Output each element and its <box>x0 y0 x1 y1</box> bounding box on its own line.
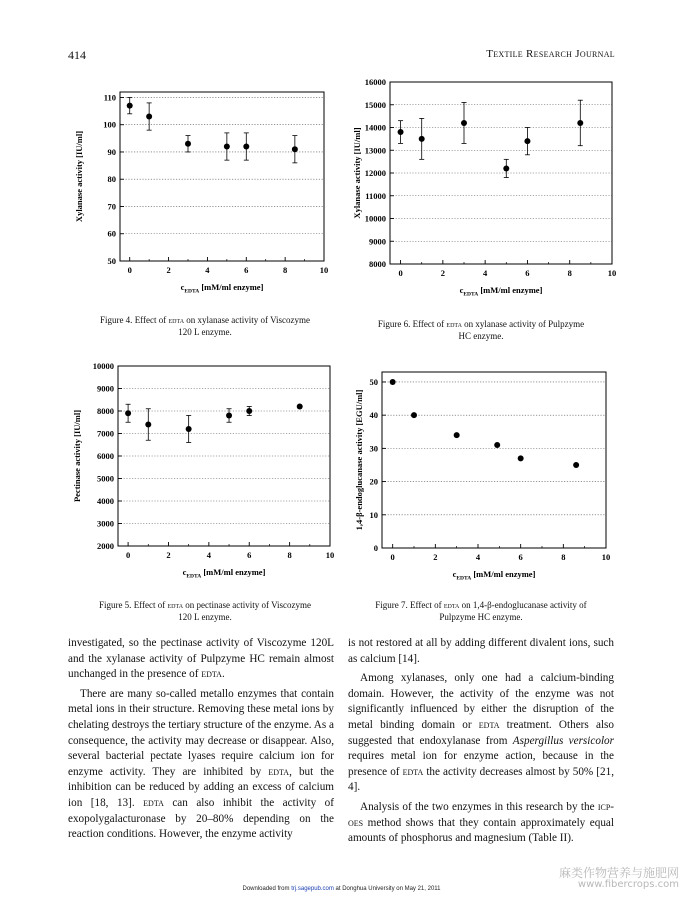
data-point <box>297 404 303 410</box>
figure-4-chart <box>70 80 330 295</box>
data-point <box>186 426 192 432</box>
right-paragraph-2: Among xylanases, only one had a calcium-binding domain. However, the activity of the enzyme was not significantly influenced by either the disruption of the metal binding domain or edta treatment. Others also suggested that endoxylanase from Aspergillus versicolor requires metal ion for enzyme action, because in the presence of edta the activity decreases almost by 50% [21, 4]. <box>348 672 615 794</box>
x-tick-label: 6 <box>244 265 249 275</box>
data-point <box>398 129 404 135</box>
x-axis-label: $c_{EDTA}$ [mM/ml enzyme] <box>459 285 543 298</box>
y-tick-label: 80 <box>107 174 116 185</box>
data-point <box>461 120 467 126</box>
data-point <box>125 410 131 416</box>
y-tick-label: 30 <box>369 443 378 454</box>
download-footer: Downloaded from trj.sagepub.com at Donghua University on May 21, 2011 <box>242 886 441 892</box>
y-tick-label: 4000 <box>97 496 114 506</box>
x-tick-label: 8 <box>283 265 288 275</box>
figure-6-chart <box>348 78 618 298</box>
y-tick-label: 11000 <box>365 190 386 201</box>
x-tick-label: 10 <box>319 265 329 275</box>
left-column-text <box>68 636 334 843</box>
x-tick-label: 4 <box>483 268 488 278</box>
data-point <box>518 455 524 461</box>
x-tick-label: 0 <box>390 552 395 562</box>
right-paragraph-1: is not restored at all by adding different divalent ions, such as calcium [14]. <box>348 637 614 665</box>
x-tick-label: 8 <box>567 268 572 278</box>
y-tick-label: 6000 <box>97 451 114 461</box>
data-point <box>390 379 396 385</box>
data-point <box>577 120 583 126</box>
data-point <box>127 103 133 109</box>
y-tick-label: 10000 <box>364 213 386 224</box>
x-tick-label: 4 <box>475 552 481 562</box>
data-point <box>145 422 151 428</box>
data-point <box>243 144 249 150</box>
left-paragraph-1: investigated, so the pectinase activity of Viscozyme 120L and the xylanase activity of Pulpzyme HC remain almost unchanged in the presence of edta. <box>68 637 334 681</box>
y-tick-label: 8000 <box>97 406 114 416</box>
y-tick-label: 9000 <box>369 236 386 247</box>
y-tick-label: 9000 <box>97 383 114 394</box>
y-tick-label: 60 <box>107 228 116 239</box>
x-tick-label: 10 <box>325 550 335 560</box>
x-tick-label: 6 <box>247 550 252 560</box>
x-tick-label: 6 <box>518 552 523 562</box>
y-tick-label: 40 <box>369 410 378 421</box>
chart-svg <box>348 78 618 298</box>
y-tick-label: 7000 <box>97 428 114 439</box>
x-tick-label: 8 <box>287 550 292 560</box>
right-paragraph-3: Analysis of the two enzymes in this research by the icp-oes method shows that they contain approximately equal amounts of phosphorus and magnesium (Table II). <box>348 800 614 845</box>
x-axis-label: $c_{EDTA}$ [mM/ml enzyme] <box>180 282 264 295</box>
data-point <box>524 138 530 144</box>
x-axis-label: $c_{EDTA}$ [mM/ml enzyme] <box>452 569 536 582</box>
figure-4-caption-label: Figure 4. <box>99 315 133 325</box>
y-axis-label: Pectinase activity [IU/ml] <box>72 409 82 503</box>
right-column-text <box>348 636 614 847</box>
watermark: 麻类作物营养与施肥网 www.fibercrops.com <box>558 866 679 890</box>
y-tick-label: 0 <box>373 543 378 553</box>
y-tick-label: 5000 <box>97 473 114 484</box>
y-tick-label: 10 <box>369 509 378 520</box>
figure-6-caption: Figure 6. Effect of edta on xylanase activity of Pulpzyme HC enzyme. <box>377 319 585 341</box>
data-point <box>411 412 417 418</box>
footer-link[interactable]: trj.sagepub.com <box>291 886 334 892</box>
x-tick-label: 0 <box>127 265 132 275</box>
data-point <box>224 144 230 150</box>
y-tick-label: 2000 <box>97 541 114 551</box>
x-tick-label: 4 <box>205 265 210 275</box>
y-tick-label: 110 <box>103 92 116 103</box>
y-tick-label: 12000 <box>364 168 386 178</box>
y-tick-label: 50 <box>369 376 378 387</box>
left-paragraph-2: There are many so-called metallo enzymes that contain metal ions in their structure. Removing these metal ions by chelating destroys the tertiary structure of the enzyme. As a consequence, the activity may decrease or disappear. Also, several bacterial pectate lyases require calcium ion for enzyme activity. They are inhibited by edta, but the inhibition can be reduced by adding an excess of calcium ion [18, 13]. edta can also inhibit the activity of exopolygalacturonase by 20–80% depending on the reaction conditions. However, the enzyme activity <box>68 687 335 841</box>
x-tick-label: 6 <box>525 268 530 278</box>
y-tick-label: 50 <box>107 256 116 266</box>
x-tick-label: 4 <box>206 550 211 560</box>
data-point <box>494 442 500 448</box>
data-point <box>246 408 252 414</box>
y-tick-label: 14000 <box>364 122 386 133</box>
y-tick-label: 90 <box>107 146 116 157</box>
chart-svg <box>68 360 336 582</box>
x-tick-label: 2 <box>166 550 171 560</box>
figure-7-chart <box>350 368 612 586</box>
x-tick-label: 0 <box>125 550 131 560</box>
chart-svg <box>70 80 330 295</box>
y-tick-label: 13000 <box>364 145 386 156</box>
data-point <box>226 413 232 419</box>
y-tick-label: 15000 <box>364 99 386 110</box>
data-point <box>185 141 191 147</box>
y-tick-label: 70 <box>107 201 116 212</box>
figure-5-chart <box>68 360 336 582</box>
data-point <box>146 114 152 120</box>
x-axis-label: $c_{EDTA}$ [mM/ml enzyme] <box>182 567 266 580</box>
plot-frame <box>382 372 606 548</box>
journal-title: Textile Research Journal <box>486 48 615 60</box>
page-number: 414 <box>68 48 86 62</box>
figure-7-caption: Figure 7. Effect of edta on 1,4-β-endoglucanase activity of Pulpzyme HC enzyme. <box>375 600 587 622</box>
chart-svg <box>350 368 612 586</box>
figure-5-caption: Figure 5. Effect of edta on pectinase activity of Viscozyme 120 L enzyme. <box>98 600 312 622</box>
y-axis-label: 1,4-β-endoglucanase activity [EGU/ml] <box>354 389 364 531</box>
y-axis-label: Xylanase activity [IU/ml] <box>74 130 84 223</box>
data-point <box>454 432 460 438</box>
figure-4-caption: Figure 4. Effect of edta on xylanase activity of Viscozyme 120 L enzyme. <box>99 315 311 337</box>
y-tick-label: 3000 <box>97 518 114 529</box>
data-point <box>292 146 298 152</box>
x-tick-label: 0 <box>398 268 403 278</box>
y-tick-label: 10000 <box>92 361 114 371</box>
y-tick-label: 100 <box>103 119 116 130</box>
data-point <box>573 462 579 468</box>
y-axis-label: Xylanase activity [IU/ml] <box>352 127 362 219</box>
data-point <box>503 165 509 171</box>
x-tick-label: 2 <box>440 268 445 278</box>
y-tick-label: 20 <box>369 476 378 487</box>
x-tick-label: 2 <box>166 265 171 275</box>
x-tick-label: 2 <box>433 552 438 562</box>
y-tick-label: 8000 <box>369 259 386 269</box>
x-tick-label: 8 <box>561 552 566 562</box>
x-tick-label: 10 <box>601 552 611 562</box>
x-tick-label: 10 <box>607 268 617 278</box>
data-point <box>419 136 425 142</box>
y-tick-label: 16000 <box>364 77 386 87</box>
